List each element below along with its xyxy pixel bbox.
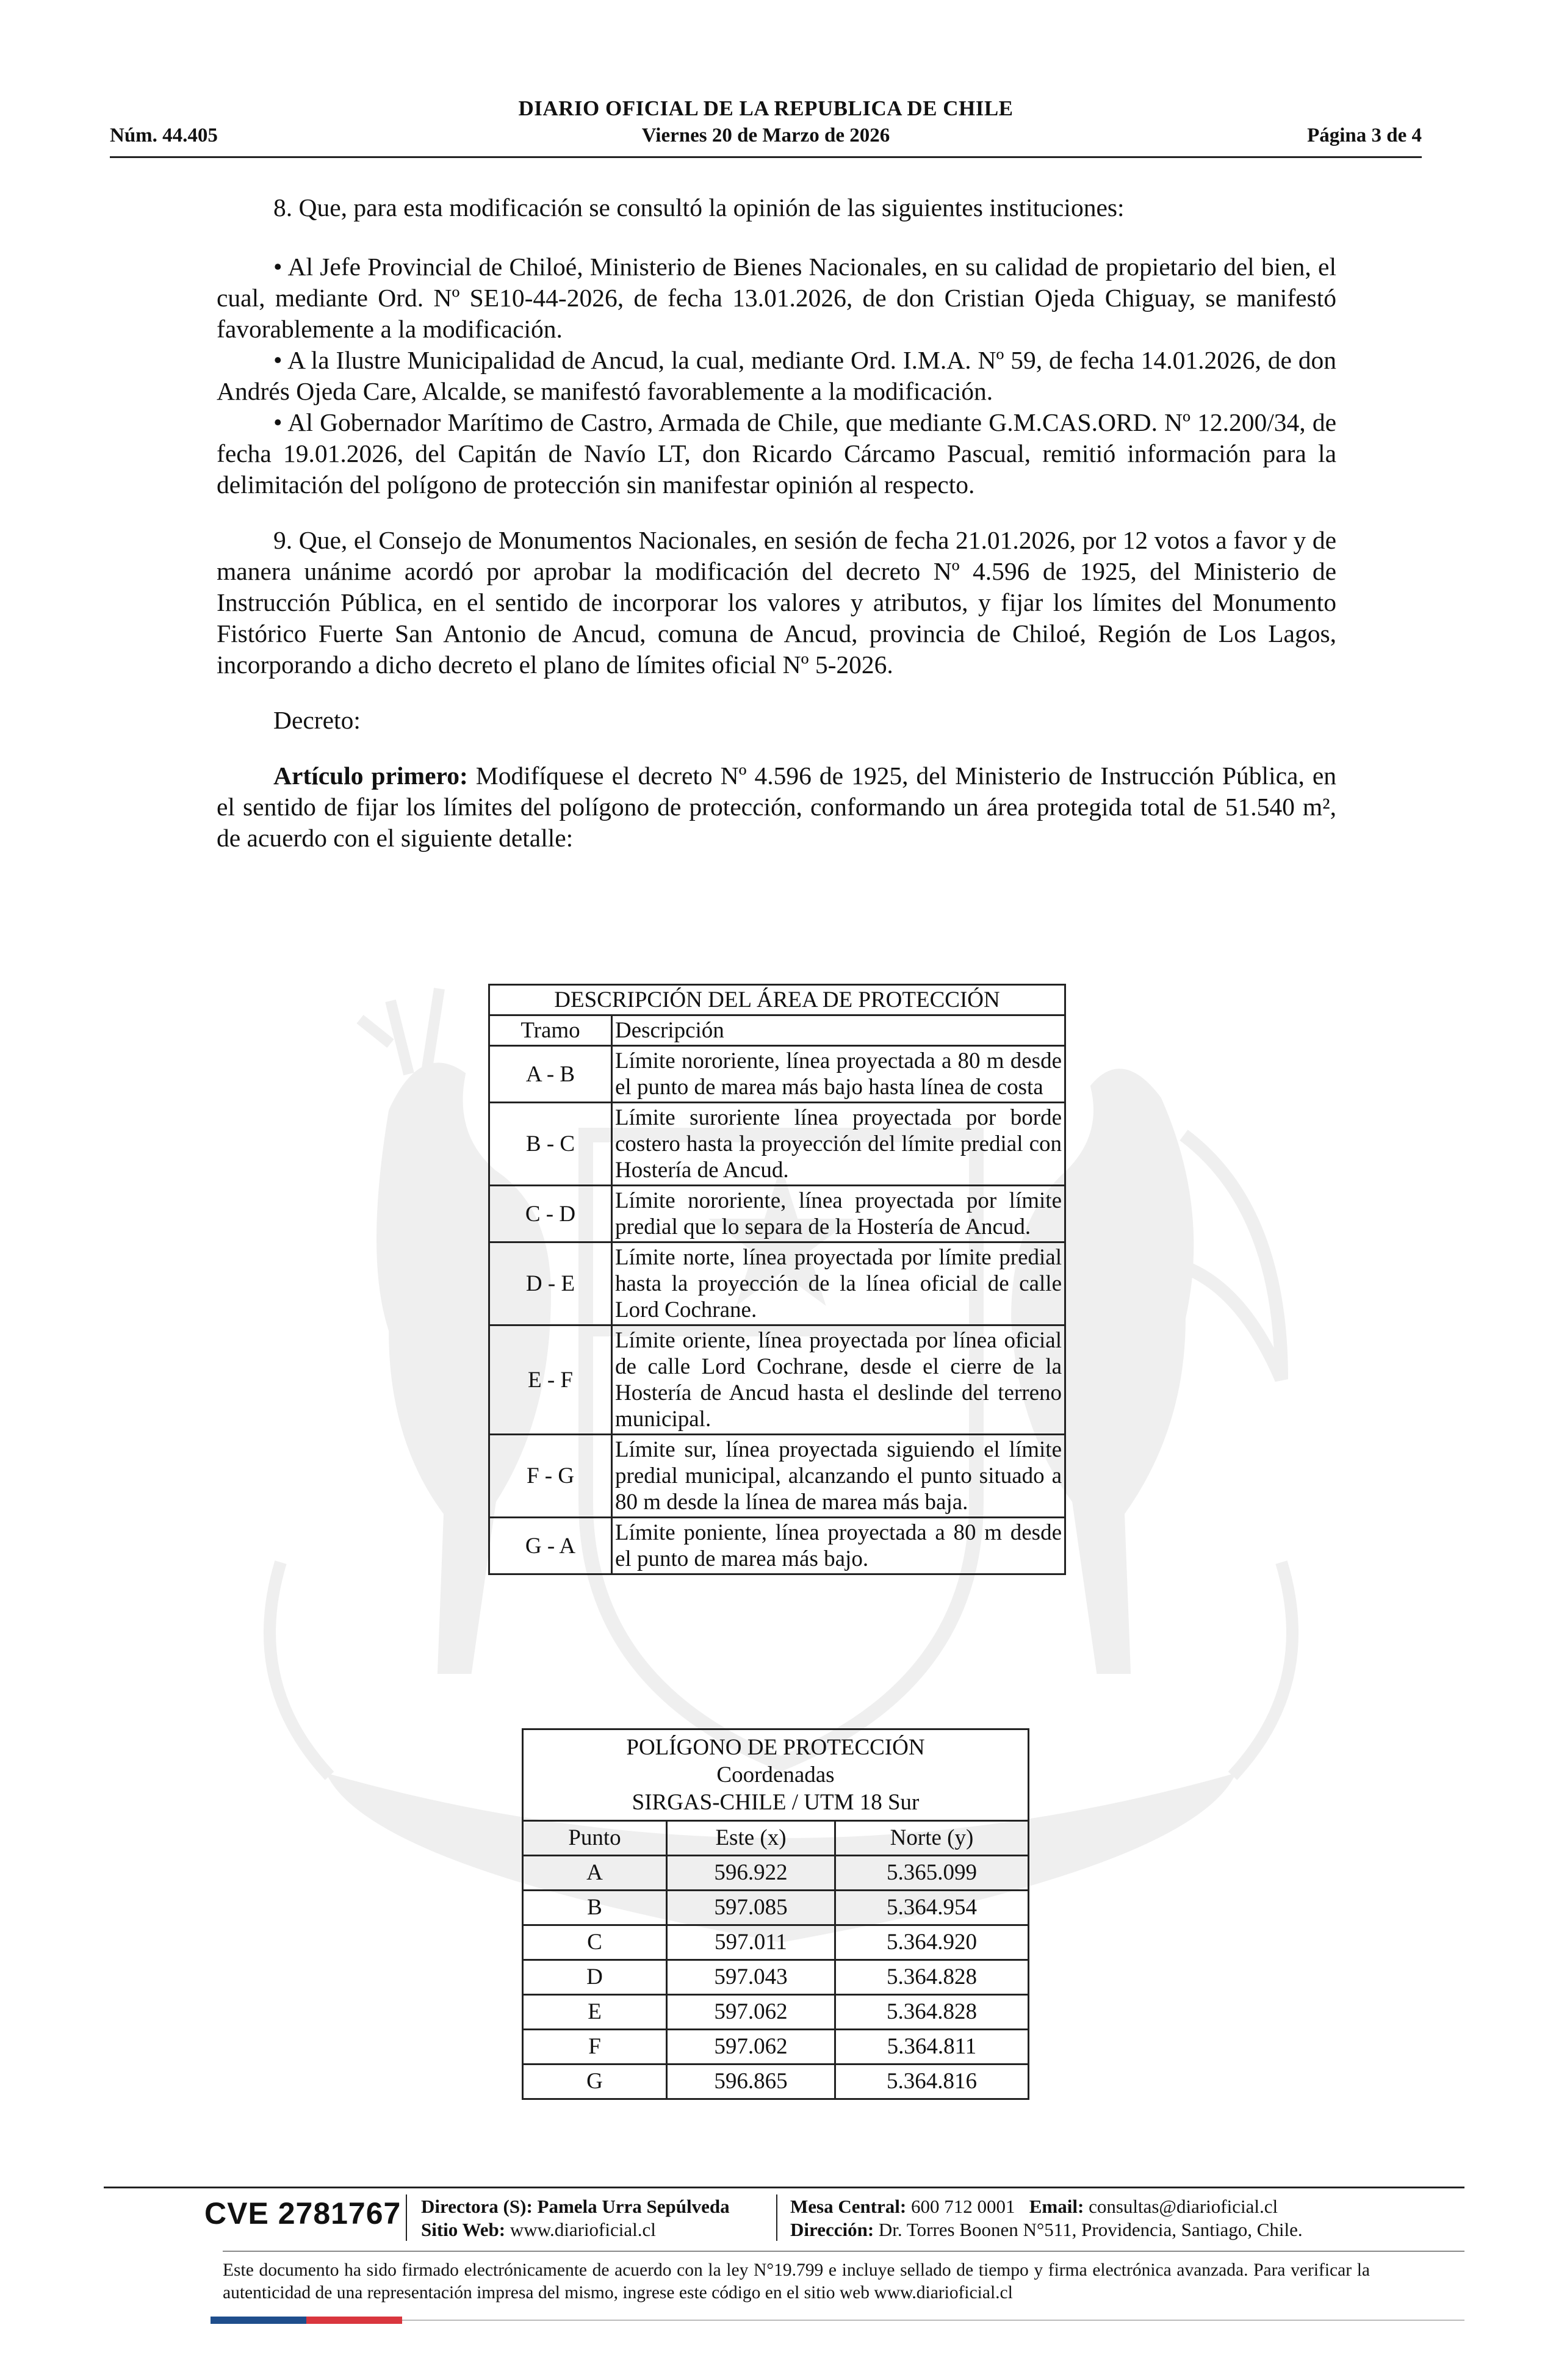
- email-label: Email:: [1029, 2196, 1084, 2217]
- mesa-label: Mesa Central:: [790, 2196, 907, 2217]
- tramo-cell: E - F: [489, 1325, 612, 1435]
- directora-name: Pamela Urra Sepúlveda: [537, 2196, 730, 2217]
- polygon-coordinates-table: [522, 1728, 1029, 2100]
- description-cell: Límite norte, línea proyectada por límite predial hasta la proyección de la línea oficial de calle Lord Cochrane.: [612, 1242, 1065, 1325]
- table-row: [523, 2064, 1029, 2099]
- description-cell: Límite poniente, línea proyectada a 80 m desde el punto de marea más bajo.: [612, 1518, 1065, 1574]
- tramo-cell: C - D: [489, 1186, 612, 1242]
- norte-cell: 5.365.099: [835, 1856, 1029, 1891]
- table-row: [523, 2030, 1029, 2064]
- footer-bottom-line: [402, 2320, 1464, 2321]
- column-header-descripcion: Descripción: [612, 1015, 1065, 1046]
- footer-separator: [406, 2194, 407, 2241]
- page-indicator: Página 3 de 4: [1307, 124, 1422, 146]
- punto-cell: A: [523, 1856, 667, 1891]
- paragraph-8-bullet-2: • A la Ilustre Municipalidad de Ancud, la cual, mediante Ord. I.M.A. Nº 59, de fecha 14.01.2026, de don Andrés Ojeda Care, Alcalde, se manifestó favorablemente a la modificación.: [217, 346, 1336, 405]
- norte-cell: 5.364.828: [835, 1960, 1029, 1995]
- issue-date: Viernes 20 de Marzo de 2026: [641, 124, 890, 146]
- punto-cell: B: [523, 1891, 667, 1925]
- table-row: [523, 1856, 1029, 1891]
- table-row: [523, 1891, 1029, 1925]
- column-header-tramo: Tramo: [489, 1015, 612, 1046]
- este-cell: 597.043: [667, 1960, 835, 1995]
- paragraph-9: 9. Que, el Consejo de Monumentos Nacionales, en sesión de fecha 21.01.2026, por 12 votos a favor y de manera unánime acordó por aprobar la modificación del decreto Nº 4.596 de 1925, del Ministerio de Instrucción Pública, en el sentido de incorporar los valores y atributos, y fijar los límites del Monumento Fistórico Fuerte San Antonio de Ancud, comuna de Ancud, provincia de Chiloé, Región de Los Lagos, incorporando a dicho decreto el plano de límites oficial Nº 5-2026.: [217, 526, 1336, 679]
- issue-number: Núm. 44.405: [110, 124, 218, 146]
- paragraph-8-bullet-3: • Al Gobernador Marítimo de Castro, Armada de Chile, que mediante G.M.CAS.ORD. Nº 12.200/34, de fecha 19.01.2026, del Capitán de Navío LT, don Ricardo Cárcamo Pascual, remitió información para la delimitación del polígono de protección sin manifestar opinión al respecto.: [217, 408, 1336, 499]
- table-row: [489, 1518, 1065, 1574]
- column-header-norte: Norte (y): [835, 1821, 1029, 1856]
- page-header: [110, 92, 1422, 159]
- tramo-cell: B - C: [489, 1103, 612, 1186]
- punto-cell: E: [523, 1995, 667, 2030]
- description-cell: Límite oriente, línea proyectada por línea oficial de calle Lord Cochrane, desde el cierre de la Hostería de Ancud hasta el deslinde del terreno municipal.: [612, 1325, 1065, 1435]
- table-row: [523, 1995, 1029, 2030]
- table-row: [489, 1046, 1065, 1103]
- sitio-label: Sitio Web:: [421, 2219, 506, 2240]
- norte-cell: 5.364.811: [835, 2030, 1029, 2064]
- este-cell: 597.011: [667, 1925, 835, 1960]
- punto-cell: F: [523, 2030, 667, 2064]
- cve-code: CVE 2781767: [204, 2196, 402, 2230]
- flag-red-segment: [306, 2317, 402, 2324]
- punto-cell: D: [523, 1960, 667, 1995]
- paragraph-8-intro: 8. Que, para esta modificación se consultó la opinión de las siguientes instituciones:: [273, 193, 1125, 222]
- table-row: [523, 1960, 1029, 1995]
- email-link[interactable]: consultas@diarioficial.cl: [1089, 2196, 1278, 2217]
- direccion-value: Dr. Torres Boonen N°511, Providencia, Santiago, Chile.: [878, 2219, 1303, 2240]
- document-body: [217, 192, 1336, 854]
- flag-bar: [211, 2317, 402, 2324]
- coordinates-title-line-2: Coordenadas: [716, 1762, 835, 1787]
- este-cell: 597.085: [667, 1891, 835, 1925]
- norte-cell: 5.364.828: [835, 1995, 1029, 2030]
- table-row: [489, 1186, 1065, 1242]
- column-header-este: Este (x): [667, 1821, 835, 1856]
- este-cell: 596.922: [667, 1856, 835, 1891]
- footer-divider-2: [223, 2251, 1464, 2252]
- este-cell: 596.865: [667, 2064, 835, 2099]
- mesa-phone: 600 712 0001: [911, 2196, 1015, 2217]
- coordinates-table-title: [523, 1729, 1029, 1821]
- table-row: [489, 1325, 1065, 1435]
- norte-cell: 5.364.920: [835, 1925, 1029, 1960]
- electronic-signature-note: Este documento ha sido firmado electrónicamente de acuerdo con la ley N°19.799 e incluye sellado de tiempo y firma electrónica avanzada. Para verificar la autenticidad de una representación impresa del mismo, ingrese este código en el sitio web www.diarioficial.cl: [223, 2260, 1370, 2302]
- newspaper-title: DIARIO OFICIAL DE LA REPUBLICA DE CHILE: [518, 96, 1014, 120]
- paragraph-8-bullet-1: • Al Jefe Provincial de Chiloé, Ministerio de Bienes Nacionales, en su calidad de propietario del bien, el cual, mediante Ord. Nº SE10-44-2026, de fecha 13.01.2026, de don Cristian Ojeda Chiguay, se manifestó favorablemente a la modificación.: [217, 253, 1336, 343]
- coordinates-title-line-1: POLÍGONO DE PROTECCIÓN: [626, 1735, 925, 1760]
- este-cell: 597.062: [667, 2030, 835, 2064]
- protection-area-table-title: DESCRIPCIÓN DEL ÁREA DE PROTECCIÓN: [489, 985, 1065, 1015]
- article-1-text: Modifíquese el decreto Nº 4.596 de 1925, del Ministerio de Instrucción Pública, en el sentido de fijar los límites del polígono de protección, conformando un área protegida total de 51.540 m², de acuerdo con el siguiente detalle:: [217, 762, 1337, 852]
- coordinates-title-line-3: SIRGAS-CHILE / UTM 18 Sur: [632, 1790, 920, 1815]
- tramo-cell: G - A: [489, 1518, 612, 1574]
- article-1-label: Artículo primero:: [273, 762, 468, 790]
- tramo-cell: A - B: [489, 1046, 612, 1103]
- footer-director-block: [421, 2195, 730, 2241]
- article-1: [217, 760, 1336, 854]
- este-cell: 597.062: [667, 1995, 835, 2030]
- sitio-link[interactable]: www.diarioficial.cl: [510, 2219, 656, 2240]
- table-row: [489, 1103, 1065, 1186]
- description-cell: Límite nororiente, línea proyectada a 80 m desde el punto de marea más bajo hasta línea de costa: [612, 1046, 1065, 1103]
- norte-cell: 5.364.954: [835, 1891, 1029, 1925]
- table-row: [489, 1242, 1065, 1325]
- description-cell: Límite nororiente, línea proyectada por límite predial que lo separa de la Hostería de Ancud.: [612, 1186, 1065, 1242]
- footer-contact-block: [790, 2195, 1303, 2241]
- directora-label: Directora (S):: [421, 2196, 533, 2217]
- column-header-punto: Punto: [523, 1821, 667, 1856]
- direccion-label: Dirección:: [790, 2219, 874, 2240]
- description-cell: Límite sur, línea proyectada siguiendo el límite predial municipal, alcanzando el punto situado a 80 m desde la línea de marea más baja.: [612, 1435, 1065, 1518]
- tramo-cell: F - G: [489, 1435, 612, 1518]
- protection-area-table: [488, 984, 1066, 1575]
- punto-cell: G: [523, 2064, 667, 2099]
- flag-blue-segment: [211, 2317, 306, 2324]
- table-row: [523, 1925, 1029, 1960]
- punto-cell: C: [523, 1925, 667, 1960]
- header-divider: [110, 156, 1422, 158]
- description-cell: Límite suroriente línea proyectada por borde costero hasta la proyección del límite predial con Hostería de Ancud.: [612, 1103, 1065, 1186]
- footer-divider: [104, 2187, 1464, 2188]
- tramo-cell: D - E: [489, 1242, 612, 1325]
- table-row: [489, 1435, 1065, 1518]
- decreto-heading: Decreto:: [273, 706, 361, 734]
- footer-separator: [776, 2194, 777, 2241]
- norte-cell: 5.364.816: [835, 2064, 1029, 2099]
